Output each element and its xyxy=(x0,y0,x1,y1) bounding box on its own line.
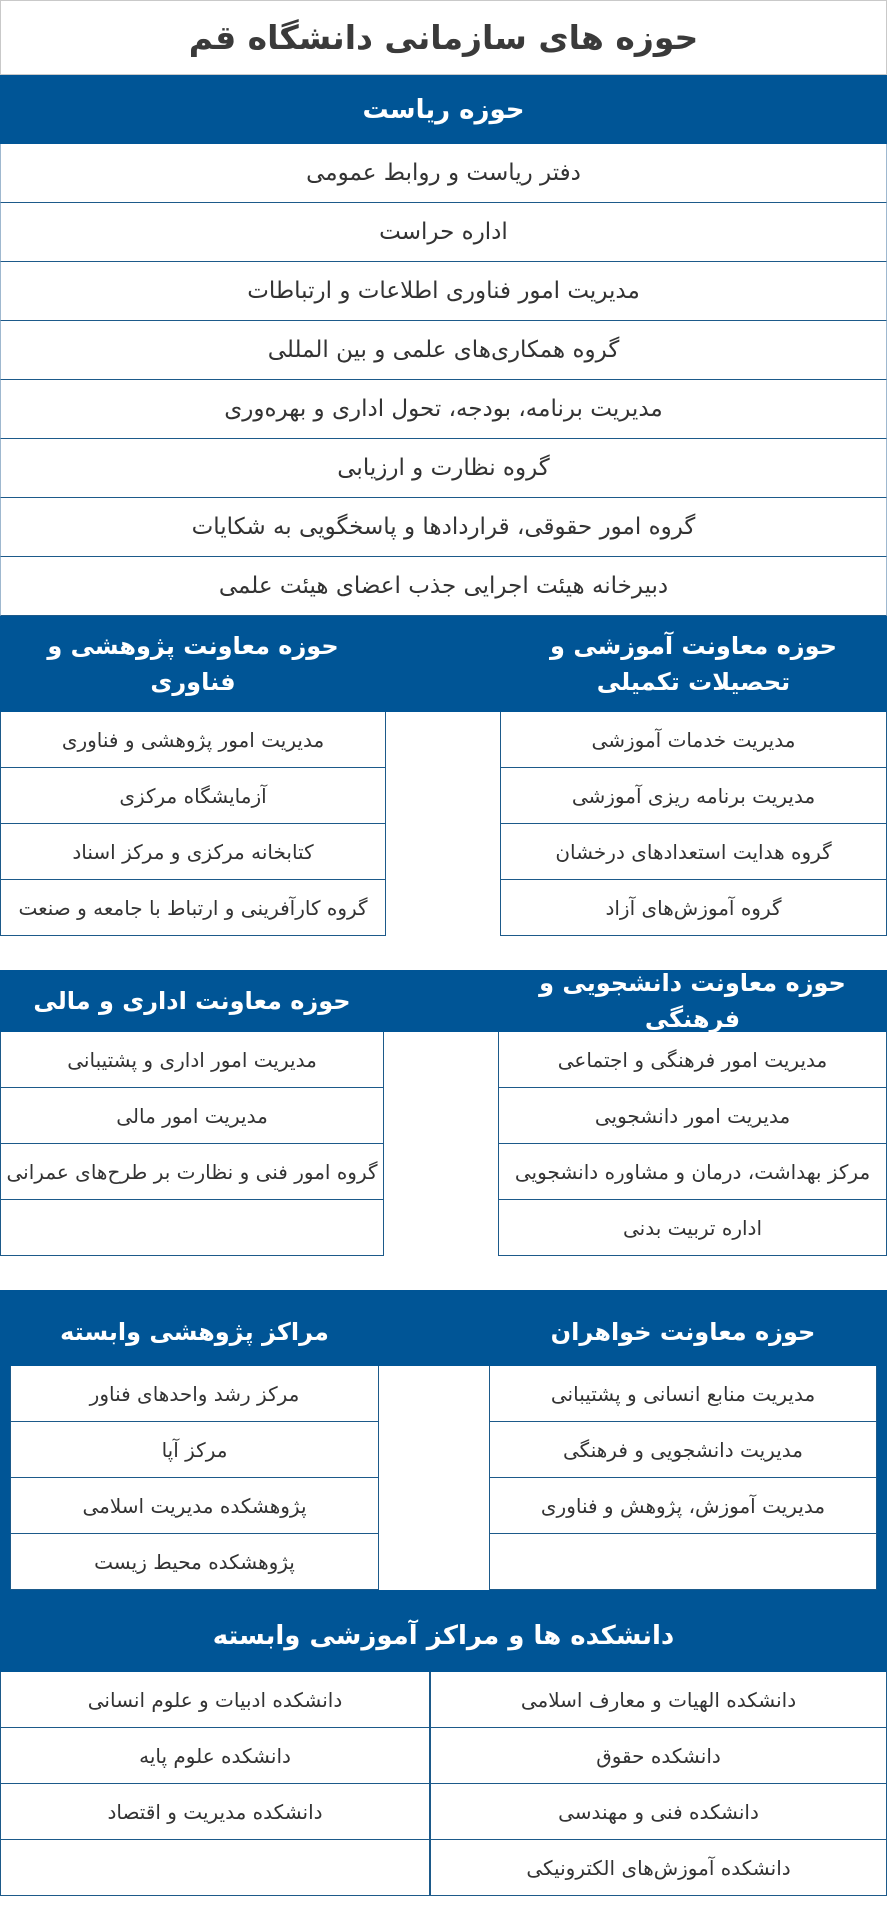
list-item[interactable]: مدیریت دانشجویی و فرهنگی xyxy=(489,1422,877,1478)
list-item[interactable]: مدیریت آموزش، پژوهش و فناوری xyxy=(489,1478,877,1534)
presidency-heading: حوزه ریاست xyxy=(0,75,887,144)
list-item[interactable]: مدیریت خدمات آموزشی xyxy=(500,712,887,768)
list-item[interactable]: مرکز آپا xyxy=(10,1422,379,1478)
list-item[interactable]: آزمایشگاه مرکزی xyxy=(0,768,386,824)
list-item[interactable]: مدیریت برنامه ریزی آموزشی xyxy=(500,768,887,824)
list-item[interactable]: مدیریت امور پژوهشی و فناوری xyxy=(0,712,386,768)
list-item[interactable]: گروه آموزش‌های آزاد xyxy=(500,880,887,936)
research-heading: حوزه معاونت پژوهشی و فناوری xyxy=(0,616,386,712)
list-item[interactable]: مدیریت برنامه، بودجه، تحول اداری و بهره‌وری xyxy=(0,380,887,439)
list-item[interactable]: گروه امور فنی و نظارت بر طرح‌های عمرانی xyxy=(0,1144,384,1200)
admin-column xyxy=(0,970,384,1256)
list-item[interactable]: پژوهشکده محیط زیست xyxy=(10,1534,379,1590)
list-item xyxy=(0,1840,430,1896)
list-item xyxy=(489,1534,877,1590)
list-item[interactable]: مدیریت امور مالی xyxy=(0,1088,384,1144)
sisters-heading: حوزه معاونت خواهران xyxy=(489,1290,877,1366)
list-item[interactable]: مدیریت امور فناوری اطلاعات و ارتباطات xyxy=(0,262,887,321)
centers-column xyxy=(10,1290,379,1590)
faculties-left-column xyxy=(0,1672,430,1896)
list-item[interactable]: کتابخانه مرکزی و مرکز اسناد xyxy=(0,824,386,880)
column-gap xyxy=(386,616,500,936)
list-item[interactable]: دانشکده آموزش‌های الکترونیکی xyxy=(430,1840,887,1896)
list-item[interactable]: گروه امور حقوقی، قراردادها و پاسخگویی به شکایات xyxy=(0,498,887,557)
list-item[interactable]: گروه هدایت استعدادهای درخشان xyxy=(500,824,887,880)
education-heading: حوزه معاونت آموزشی و تحصیلات تکمیلی xyxy=(500,616,887,712)
list-item[interactable]: مرکز بهداشت، درمان و مشاوره دانشجویی xyxy=(498,1144,887,1200)
student-column xyxy=(498,970,887,1256)
list-item[interactable]: مرکز رشد واحدهای فناور xyxy=(10,1366,379,1422)
list-item[interactable]: مدیریت امور اداری و پشتیبانی xyxy=(0,1032,384,1088)
presidency-list xyxy=(0,144,887,616)
list-item[interactable]: گروه کارآفرینی و ارتباط با جامعه و صنعت xyxy=(0,880,386,936)
student-heading: حوزه معاونت دانشجویی و فرهنگی xyxy=(498,970,887,1032)
list-item[interactable]: دفتر ریاست و روابط عمومی xyxy=(0,144,887,203)
list-item[interactable]: اداره حراست xyxy=(0,203,887,262)
list-item[interactable]: دانشکده حقوق xyxy=(430,1728,887,1784)
list-item[interactable]: دانشکده علوم پایه xyxy=(0,1728,430,1784)
list-item[interactable]: گروه همکاری‌های علمی و بین المللی xyxy=(0,321,887,380)
list-item[interactable]: پژوهشکده مدیریت اسلامی xyxy=(10,1478,379,1534)
education-column xyxy=(500,616,887,936)
admin-heading: حوزه معاونت اداری و مالی xyxy=(0,970,384,1032)
centers-heading: مراکز پژوهشی وابسته xyxy=(10,1290,379,1366)
list-item[interactable]: دبیرخانه هیئت اجرایی جذب اعضای هیئت علمی xyxy=(0,557,887,616)
list-item[interactable]: اداره تربیت بدنی xyxy=(498,1200,887,1256)
section-sisters-centers xyxy=(0,1290,887,1600)
faculties-heading: دانشکده ها و مراکز آموزشی وابسته xyxy=(0,1600,887,1672)
list-item xyxy=(0,1200,384,1256)
list-item[interactable]: دانشکده فنی و مهندسی xyxy=(430,1784,887,1840)
column-gap xyxy=(384,970,498,1256)
list-item[interactable]: مدیریت منابع انسانی و پشتیبانی xyxy=(489,1366,877,1422)
column-gap xyxy=(379,1366,489,1590)
list-item[interactable]: دانشکده مدیریت و اقتصاد xyxy=(0,1784,430,1840)
page-title: حوزه های سازمانی دانشگاه قم xyxy=(0,0,887,75)
research-column xyxy=(0,616,386,936)
list-item[interactable]: گروه نظارت و ارزیابی xyxy=(0,439,887,498)
list-item[interactable]: مدیریت امور دانشجویی xyxy=(498,1088,887,1144)
section-education-research xyxy=(0,616,887,936)
section-student-admin xyxy=(0,970,887,1256)
faculties-right-column xyxy=(430,1672,887,1896)
section-spacer xyxy=(0,1256,887,1290)
list-item[interactable]: مدیریت امور فرهنگی و اجتماعی xyxy=(498,1032,887,1088)
faculties-table xyxy=(0,1672,887,1896)
list-item[interactable]: دانشکده الهیات و معارف اسلامی xyxy=(430,1672,887,1728)
list-item[interactable]: دانشکده ادبیات و علوم انسانی xyxy=(0,1672,430,1728)
sisters-column xyxy=(489,1290,877,1590)
